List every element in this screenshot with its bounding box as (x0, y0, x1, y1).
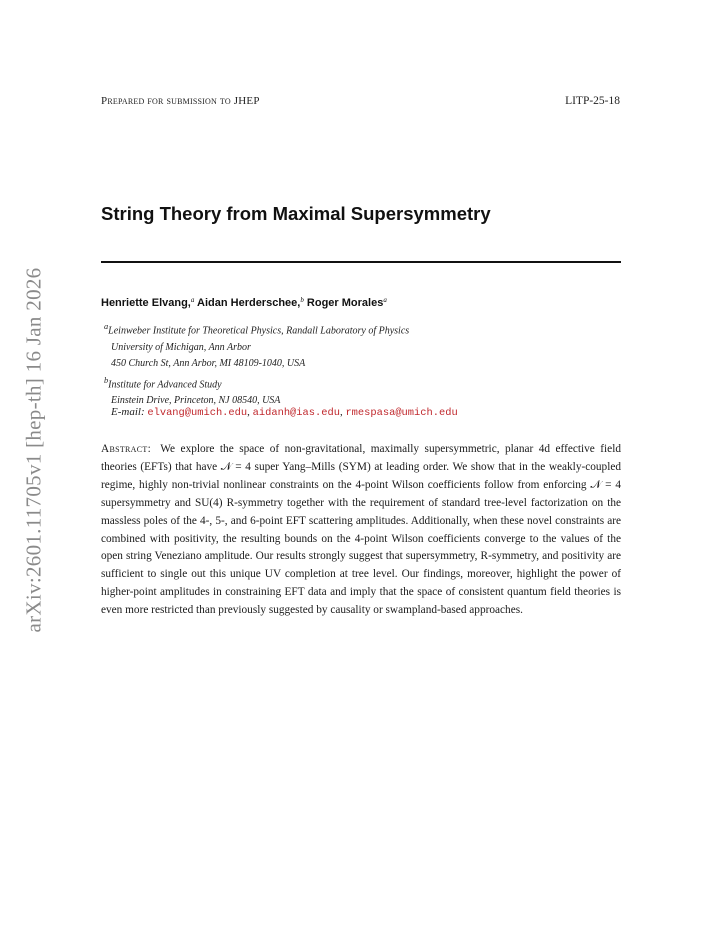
author-name: Henriette Elvang, (101, 297, 191, 309)
email-link[interactable]: rmespasa@umich.edu (345, 407, 458, 419)
author-name: Roger Morales (306, 297, 384, 309)
email-label: E-mail: (111, 406, 145, 418)
affiliation-line: $^b$Institute for Advanced Study (104, 375, 222, 390)
author-affil-mark: b (300, 296, 304, 304)
affiliation-line: 450 Church St, Ann Arbor, MI 48109-1040, USA (111, 358, 306, 370)
affil-mark: b (104, 375, 109, 385)
abstract (101, 441, 621, 620)
email-link[interactable]: aidanh@ias.edu (252, 407, 340, 419)
abstract-text: We explore the space of non-gravitational, maximally supersymmetric, planar 4d effective field theories (EFTs) that have 𝒩 = 4 super Yang–Mills (SYM) at leading order. We show that in the weakly-coupled regime, highly non-trivial nonlinear constraints on the 4-point Wilson coefficients follow from enforcing 𝒩 = 4 supersymmetry and SU(4) R-symmetry together with the requirement of standard tree-level factorization on the massless poles of the 4-, 5-, and 6-point EFT scattering amplitudes. Additionally, when these novel constraints are combined with positivity, the resulting bounds on the 4-point Wilson coefficients converge to the values of the open string Veneziano amplitude. Our results strongly suggest that supersymmetry, R-symmetry, and positivity are sufficient to single out this unique UV completion at tree level. Our findings, moreover, highlight the power of higher-point amplitudes in constraining EFT data and imply that the space of consistent quantum field theories is even more restricted than previously suggested by causality or swampland-based approaches. (101, 443, 621, 617)
affil-mark: a (104, 322, 109, 331)
affiliation-line: $^a$Leinweber Institute for Theoretical Physics, Randall Laboratory of Physics (104, 322, 410, 337)
affiliations (104, 319, 409, 410)
paper-title: String Theory from Maximal Supersymmetry (101, 203, 491, 224)
preprint-number: LITP-25-18 (565, 95, 620, 107)
affiliation-line: Einstein Drive, Princeton, NJ 08540, USA (111, 395, 281, 407)
author-affil-mark: a (190, 296, 195, 304)
title-rule (101, 261, 621, 263)
arxiv-stamp-text: arXiv:2601.11705v1 [hep-th] 16 Jan 2026 (21, 267, 46, 633)
journal-header: Prepared for submission to JHEP (101, 95, 260, 107)
affiliation-line: University of Michigan, Ann Arbor (111, 341, 251, 353)
author-name: Aidan Herderschee, (197, 297, 301, 309)
author-list (101, 297, 387, 309)
author-affil-mark: a (383, 296, 387, 304)
email-line: E-mail: elvang@umich.edu, aidanh@ias.edu, rmespasa@umich.edu (111, 406, 458, 419)
email-link[interactable]: elvang@umich.edu (147, 407, 248, 419)
abstract-label: Abstract: (101, 443, 152, 455)
